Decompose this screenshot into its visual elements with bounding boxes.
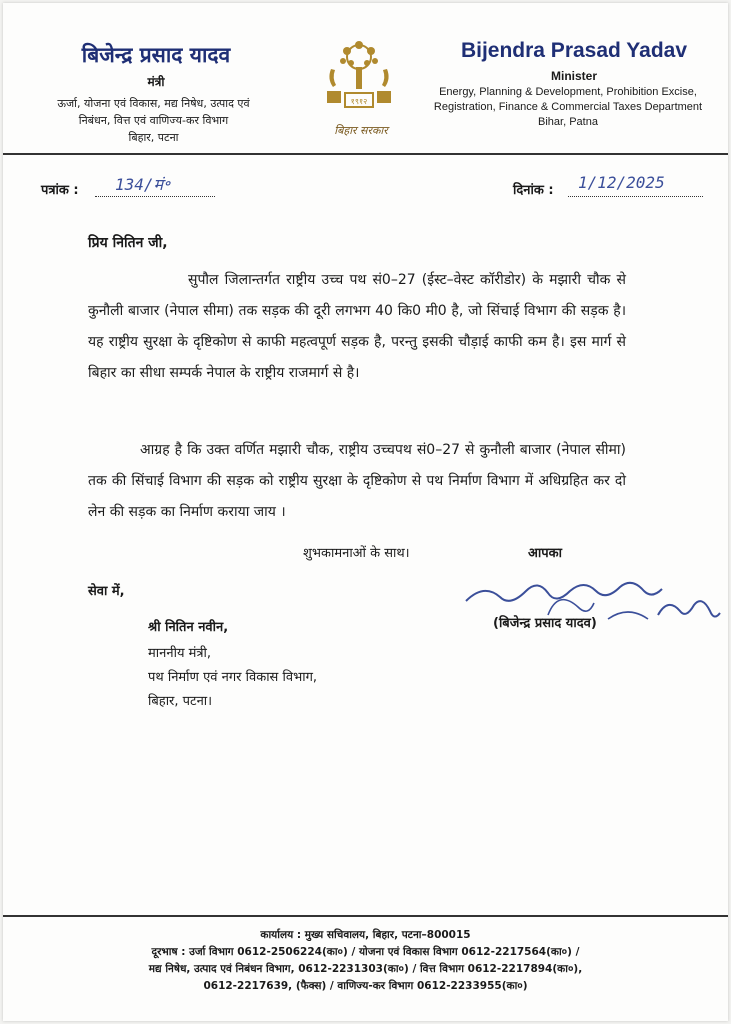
hindi-post: मंत्री xyxy=(147,75,165,89)
to-label: सेवा में, xyxy=(88,584,125,599)
dinank-label: दिनांक : xyxy=(513,183,554,198)
dinank-dotline xyxy=(568,196,703,197)
hindi-dept-line2: निबंधन, वित्त एवं वाणिज्य-कर विभाग xyxy=(78,114,229,127)
wishes-line: शुभकामनाओं के साथ। xyxy=(303,546,410,561)
header-divider xyxy=(3,153,728,155)
salutation: प्रिय नितिन जी, xyxy=(88,235,168,251)
recipient-line-2: माननीय मंत्री, xyxy=(148,646,212,661)
letter-sheet xyxy=(3,3,728,1021)
footer-divider xyxy=(3,915,728,917)
patrank-label: पत्रांक : xyxy=(41,183,79,198)
bihar-emblem-icon xyxy=(321,39,397,117)
signature-icon xyxy=(458,571,723,643)
signatory-name: (बिजेन्द्र प्रसाद यादव) xyxy=(493,616,597,631)
recipient-line-4: बिहार, पटना। xyxy=(148,694,213,709)
recipient-line-3: पथ निर्माण एवं नगर विकास विभाग, xyxy=(148,670,318,685)
english-post: Minister xyxy=(550,69,597,83)
english-dept-line2: Registration, Finance & Commercial Taxes Department xyxy=(433,101,703,113)
dinank-value: 1/12/2025 xyxy=(578,173,665,192)
hindi-dept-line1: ऊर्जा, योजना एवं विकास, मद्य निषेध, उत्पाद एवं xyxy=(57,97,250,110)
footer-block xyxy=(3,927,728,995)
footer-office: कार्यालय : मुख्य सचिवालय, बिहार, पटना–800015 xyxy=(260,929,471,941)
english-departments xyxy=(423,85,713,130)
footer-phone-1: दूरभाष : उर्जा विभाग 0612-2506224(का०) / योजना एवं विकास विभाग 0612-2217564(का०) / xyxy=(151,946,580,958)
english-minister-name: Bijendra Prasad Yadav xyxy=(460,39,688,62)
paragraph-2: आग्रह है कि उक्त वर्णित मझारी चौक, राष्ट्रीय उच्चपथ सं0–27 से कुनौली बाजार (नेपाल सीमा) तक की सिंचाई विभाग की सड़क को राष्ट्रीय सुरक्षा के दृष्टिकोण से पथ निर्माण विभाग में अधिग्रहित कर दो लेन की सड़क का निर्माण कराया जाय । xyxy=(88,442,626,520)
yours-line: आपका xyxy=(528,546,563,561)
emblem-caption: बिहार सरकार xyxy=(334,124,388,137)
hindi-location: बिहार, पटना xyxy=(128,131,179,144)
patrank-dotline xyxy=(95,196,215,197)
hindi-departments xyxy=(21,95,286,146)
paragraph-1: सुपौल जिलान्तर्गत राष्ट्रीय उच्च पथ सं0–27 (ईस्ट–वेस्ट कॉरीडोर) के मझारी चौक से कुनौली बाजार (नेपाल सीमा) तक सड़क की दूरी लगभग 40 कि0 मी0 है, जो सिंचाई विभाग की सड़क है। यह राष्ट्रीय सुरक्षा के दृष्टिकोण से काफी महत्वपूर्ण सड़क है, परन्तु इसकी चौड़ाई काफी कम है। इस मार्ग से बिहार का सीधा सम्पर्क नेपाल के राष्ट्रीय राजमार्ग से है। xyxy=(88,272,626,381)
emblem-seal-text: १९१२ xyxy=(350,97,368,106)
recipient-name: श्री नितिन नवीन, xyxy=(148,620,229,635)
patrank-value: 134/मं॰ xyxy=(115,175,170,194)
footer-phone-2: मद्य निषेध, उत्पाद एवं निबंधन विभाग, 0612-2231303(का०) / वित्त विभाग 0612-2217894(का०), xyxy=(148,963,583,975)
hindi-minister-name: बिजेन्द्र प्रसाद यादव xyxy=(81,43,231,67)
footer-phone-3: 0612-2217639, (फैक्स) / वाणिज्य-कर विभाग 0612-2233955(का०) xyxy=(203,980,528,992)
english-location: Bihar, Patna xyxy=(538,116,598,128)
english-dept-line1: Energy, Planning & Development, Prohibition Excise, xyxy=(439,86,697,98)
